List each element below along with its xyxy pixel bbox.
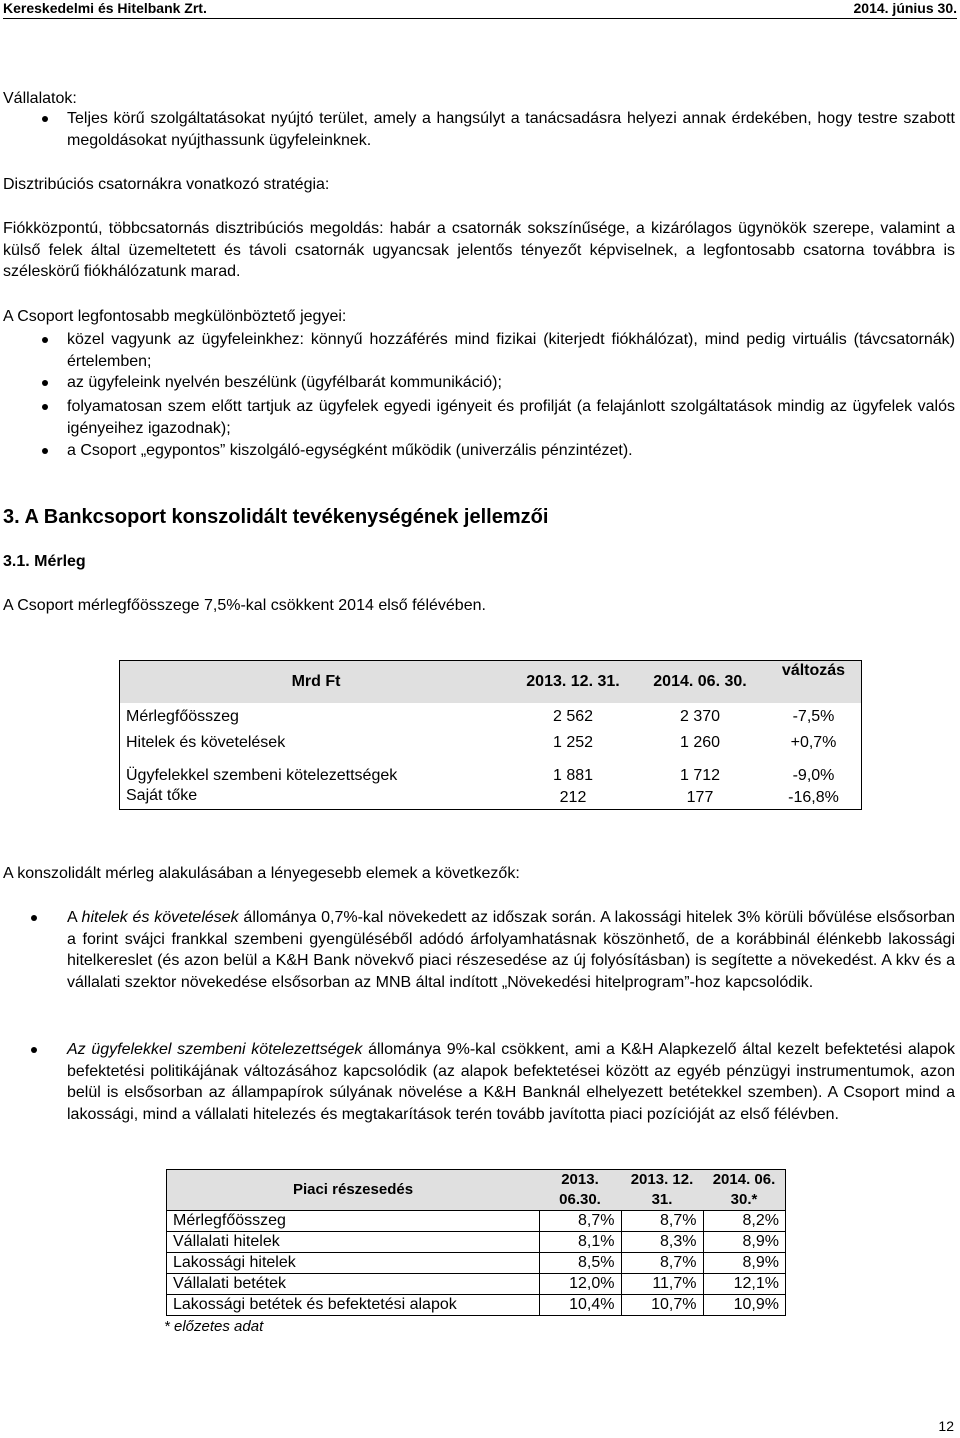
section-31-intro: A Csoport mérlegfőösszege 7,5%-kal csökkent 2014 első félévében. [3, 597, 486, 614]
row-value: 1 881 [552, 767, 594, 784]
table-row [120, 703, 862, 727]
table-row [167, 1253, 786, 1274]
section-31-heading: 3.1. Mérleg [3, 553, 86, 570]
row-value: -9,0% [792, 767, 835, 784]
bullet-icon [31, 915, 37, 921]
row-value: 1 712 [679, 767, 721, 784]
row-value: 8,9% [703, 1253, 786, 1274]
company-name: Kereskedelmi és Hitelbank Zrt. [3, 0, 207, 16]
row-label: Lakossági hitelek [167, 1253, 540, 1274]
features-title: A Csoport legfontosabb megkülönböztető jegyei: [3, 308, 347, 325]
table-header-col: 2013. 12. 31. [512, 661, 634, 704]
bullet-icon [42, 448, 48, 454]
row-value: 11,7% [621, 1274, 703, 1295]
row-label: Ügyfelekkel szembeni kötelezettségek [126, 767, 398, 784]
table-row [120, 753, 862, 786]
table-row [120, 786, 862, 810]
page-number: 12 [938, 1418, 954, 1434]
market-share-table [166, 1169, 786, 1316]
row-value: 12,0% [539, 1274, 621, 1295]
table-row [167, 1232, 786, 1253]
bullet-icon [42, 337, 48, 343]
row-value: 10,7% [621, 1295, 703, 1316]
table-header-row [167, 1170, 786, 1211]
vallalatok-title: Vállalatok: [3, 90, 77, 107]
table-header-col: 2014. 06. 30.* [703, 1170, 786, 1211]
table-row [120, 727, 862, 753]
element-italic: Az ügyfelekkel szembeni kötelezettségek [67, 1041, 363, 1058]
element-item [67, 1039, 955, 1125]
page-header [3, 0, 957, 19]
row-value: 8,1% [539, 1232, 621, 1253]
row-value: 8,2% [703, 1211, 786, 1232]
table-header-label: Piaci részesedés [167, 1170, 540, 1211]
row-value: +0,7% [790, 734, 837, 751]
feature-item: a Csoport „egypontos” kiszolgáló-egységként működik (univerzális pénzintézet). [67, 442, 633, 459]
row-value: -16,8% [788, 788, 839, 806]
row-label: Saját tőke [126, 787, 198, 804]
element-item [67, 907, 955, 993]
bullet-icon [42, 404, 48, 410]
row-value: 1 260 [679, 734, 721, 751]
row-label: Hitelek és követelések [126, 734, 286, 751]
balance-table [119, 660, 862, 810]
row-value: 8,9% [703, 1232, 786, 1253]
row-value: 2 562 [552, 708, 594, 725]
row-label: Vállalati hitelek [167, 1232, 540, 1253]
row-label: Lakossági betétek és befektetési alapok [167, 1295, 540, 1316]
row-label: Mérlegfőösszeg [126, 708, 239, 725]
row-label: Vállalati betétek [167, 1274, 540, 1295]
table-header-label: Mrd Ft [120, 661, 513, 704]
vallalatok-bullet: Teljes körű szolgáltatásokat nyújtó terület, amely a hangsúlyt a tanácsadásra helyezi annak érdekében, hogy testre szabott megoldásokat nyújthassunk ügyfeleinknek. [67, 110, 955, 149]
table-row [167, 1211, 786, 1232]
row-value: 1 252 [552, 734, 594, 751]
feature-item: folyamatosan szem előtt tartjuk az ügyfelek egyedi igényeit és profilját (a felajánlott szolgáltatások mindig az ügyfelek valós igényeihez igazodnak); [67, 398, 955, 437]
bullet-icon [42, 380, 48, 386]
feature-item: közel vagyunk az ügyfeleinkhez: könnyű hozzáférés mind fizikai (kiterjedt fiókhálózat), mind pedig virtuális (távcsatornák) értelemben; [67, 331, 955, 370]
row-value: 12,1% [703, 1274, 786, 1295]
row-value: 8,7% [621, 1211, 703, 1232]
table-header-col: 2014. 06. 30. [634, 661, 766, 704]
row-value: 10,9% [703, 1295, 786, 1316]
bullet-icon [42, 116, 48, 122]
row-value: -7,5% [792, 708, 835, 725]
row-value: 2 370 [679, 708, 721, 725]
element-italic: hitelek és követelések [81, 909, 239, 926]
row-label: Mérlegfőösszeg [167, 1211, 540, 1232]
feature-item: az ügyfeleink nyelvén beszélünk (ügyfélbarát kommunikáció); [67, 374, 502, 391]
element-post: állománya 0,7%-kal növekedett az időszak során. A lakossági hitelek 3% körüli bővülése elsősorban a forint svájci frankkal szembeni gyengüléséből adódó árfolyamhatásnak köszönhető, de a korábbinál élénkebb lakossági hitelkereslet (és azon belül a K&H Bank növekvő piaci részesedése az új folyósításban) is segítette a növekedést. A kkv és a vállalati szektor növekedése elsősorban az MNB által indított „Növekedési hitelprogram”-hoz kapcsolódik. [67, 909, 956, 991]
table-header-col: változás [766, 661, 862, 704]
section-3-heading: 3. A Bankcsoport konszolidált tevékenységének jellemzői [3, 506, 549, 528]
row-value: 8,3% [621, 1232, 703, 1253]
table-row [167, 1295, 786, 1316]
header-date: 2014. június 30. [853, 0, 957, 16]
strategy-text: Fiókközpontú, többcsatornás disztribúciós megoldás: habár a csatornák sokszínűsége, a kizárólagos ügynökök szerepe, valamint a külső felek által üzemeltetett és távoli csatornák ugyancsak jelentős tényezőt képviselnek, a legfontosabb csatorna továbbra is széleskörű fiókhálózatunk marad. [3, 220, 955, 280]
row-value: 10,4% [539, 1295, 621, 1316]
row-value: 212 [559, 788, 587, 806]
row-value: 8,7% [621, 1253, 703, 1274]
row-value: 8,7% [539, 1211, 621, 1232]
table-header-row [120, 661, 862, 704]
elements-intro: A konszolidált mérleg alakulásában a lényegesebb elemek a következők: [3, 865, 520, 882]
table-header-col: 2013. 06.30. [539, 1170, 621, 1211]
strategy-title: Disztribúciós csatornákra vonatkozó stratégia: [3, 176, 330, 193]
element-post: állománya 9%-kal csökkent, ami a K&H Alapkezelő által kezelt befektetési alapok befektetési politikájának változásához kapcsolódik (az alapok befektetései között az egyéb pénzügyi instrumentumok, azon belül is elsősorban az állampapírok súlyának növelése a K&H Banknál elhelyezett betétekkel szemben). A Csoport mind a lakossági, mind a vállalati hitelezés és megtakarítások terén tovább javította piaci pozícióját az első félévben. [67, 1041, 955, 1123]
element-pre: A [67, 909, 82, 926]
row-value: 8,5% [539, 1253, 621, 1274]
table-footnote: * előzetes adat [164, 1318, 264, 1335]
row-value: 177 [686, 788, 714, 806]
table-row [167, 1274, 786, 1295]
bullet-icon [31, 1047, 37, 1053]
table-header-col: 2013. 12. 31. [621, 1170, 703, 1211]
